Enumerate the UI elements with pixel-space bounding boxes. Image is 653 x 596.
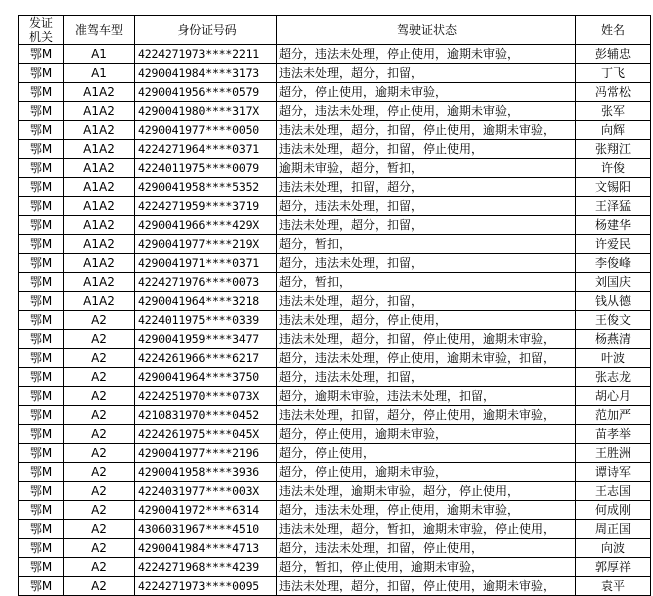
cell-name: 李俊峰: [576, 254, 651, 273]
cell-name: 向辉: [576, 121, 651, 140]
table-row: [19, 311, 651, 330]
cell-org: 鄂M: [19, 235, 64, 254]
header-status: 驾驶证状态: [277, 16, 576, 45]
table-row: [19, 330, 651, 349]
cell-id: 4290041966****429X: [135, 216, 277, 235]
cell-org: 鄂M: [19, 197, 64, 216]
table-row: [19, 387, 651, 406]
cell-type: A1A2: [64, 83, 135, 102]
table-row: [19, 292, 651, 311]
table-row: [19, 216, 651, 235]
cell-status: 超分，违法未处理，停止使用，逾期未审验，: [277, 501, 576, 520]
cell-name: 向波: [576, 539, 651, 558]
cell-id: 4224251970****073X: [135, 387, 277, 406]
cell-id: 4224271973****2211: [135, 45, 277, 64]
license-status-table: [18, 15, 651, 596]
table-row: [19, 463, 651, 482]
cell-name: 杨建华: [576, 216, 651, 235]
cell-org: 鄂M: [19, 140, 64, 159]
cell-status: 超分，违法未处理，扣留，: [277, 368, 576, 387]
cell-type: A2: [64, 482, 135, 501]
cell-type: A1A2: [64, 159, 135, 178]
cell-type: A2: [64, 311, 135, 330]
cell-name: 杨燕清: [576, 330, 651, 349]
cell-id: 4224271973****0095: [135, 577, 277, 596]
cell-status: 违法未处理，超分，扣留，停止使用，逾期未审验，: [277, 577, 576, 596]
cell-id: 4210831970****0452: [135, 406, 277, 425]
cell-status: 违法未处理，逾期未审验，超分，停止使用，: [277, 482, 576, 501]
cell-org: 鄂M: [19, 311, 64, 330]
cell-id: 4224271976****0073: [135, 273, 277, 292]
cell-type: A1A2: [64, 121, 135, 140]
table-row: [19, 520, 651, 539]
cell-name: 郭厚祥: [576, 558, 651, 577]
cell-status: 超分，暂扣，停止使用，逾期未审验，: [277, 558, 576, 577]
header-id: 身份证号码: [135, 16, 277, 45]
cell-id: 4224271959****3719: [135, 197, 277, 216]
cell-id: 4290041959****3477: [135, 330, 277, 349]
cell-id: 4290041956****0579: [135, 83, 277, 102]
table-row: [19, 254, 651, 273]
cell-name: 王俊文: [576, 311, 651, 330]
header-row: [19, 16, 651, 45]
cell-type: A2: [64, 577, 135, 596]
cell-id: 4290041977****0050: [135, 121, 277, 140]
cell-id: 4290041972****6314: [135, 501, 277, 520]
table-row: [19, 349, 651, 368]
table-row: [19, 140, 651, 159]
cell-status: 超分，暂扣，: [277, 273, 576, 292]
cell-org: 鄂M: [19, 520, 64, 539]
cell-name: 丁飞: [576, 64, 651, 83]
cell-name: 谭诗军: [576, 463, 651, 482]
cell-type: A2: [64, 330, 135, 349]
cell-type: A1A2: [64, 254, 135, 273]
cell-org: 鄂M: [19, 444, 64, 463]
cell-org: 鄂M: [19, 121, 64, 140]
cell-org: 鄂M: [19, 254, 64, 273]
cell-status: 违法未处理，超分，扣留，: [277, 216, 576, 235]
cell-status: 超分，违法未处理，扣留，停止使用，: [277, 539, 576, 558]
table-row: [19, 558, 651, 577]
header-org-label: 发证 机关: [28, 16, 53, 44]
cell-org: 鄂M: [19, 406, 64, 425]
cell-org: 鄂M: [19, 539, 64, 558]
cell-type: A2: [64, 425, 135, 444]
cell-status: 超分，违法未处理，停止使用，逾期未审验，扣留，: [277, 349, 576, 368]
cell-id: 4224031977****003X: [135, 482, 277, 501]
cell-type: A2: [64, 444, 135, 463]
table-row: [19, 368, 651, 387]
cell-name: 袁平: [576, 577, 651, 596]
cell-id: 4290041984****3173: [135, 64, 277, 83]
cell-id: 4290041964****3218: [135, 292, 277, 311]
cell-type: A1A2: [64, 140, 135, 159]
cell-name: 许俊: [576, 159, 651, 178]
cell-org: 鄂M: [19, 178, 64, 197]
cell-id: 4290041958****5352: [135, 178, 277, 197]
table-row: [19, 273, 651, 292]
cell-name: 文锡阳: [576, 178, 651, 197]
cell-id: 4306031967****4510: [135, 520, 277, 539]
cell-status: 超分，违法未处理，停止使用，逾期未审验，: [277, 45, 576, 64]
cell-id: 4224261966****6217: [135, 349, 277, 368]
cell-type: A1A2: [64, 273, 135, 292]
cell-org: 鄂M: [19, 64, 64, 83]
cell-status: 超分，违法未处理，停止使用，逾期未审验，: [277, 102, 576, 121]
table-row: [19, 444, 651, 463]
cell-name: 张翔江: [576, 140, 651, 159]
cell-status: 超分，停止使用，逾期未审验，: [277, 83, 576, 102]
cell-id: 4224011975****0079: [135, 159, 277, 178]
table-row: [19, 235, 651, 254]
cell-type: A1A2: [64, 235, 135, 254]
cell-name: 冯常松: [576, 83, 651, 102]
cell-org: 鄂M: [19, 463, 64, 482]
cell-name: 胡心月: [576, 387, 651, 406]
cell-status: 违法未处理，超分，暂扣，逾期未审验，停止使用，: [277, 520, 576, 539]
cell-status: 违法未处理，超分，扣留，: [277, 64, 576, 83]
cell-name: 许爱民: [576, 235, 651, 254]
cell-status: 超分，违法未处理，扣留，: [277, 197, 576, 216]
cell-type: A1: [64, 64, 135, 83]
cell-status: 超分，停止使用，逾期未审验，: [277, 425, 576, 444]
table-row: [19, 501, 651, 520]
cell-type: A2: [64, 558, 135, 577]
table-row: [19, 159, 651, 178]
cell-org: 鄂M: [19, 273, 64, 292]
cell-status: 超分，停止使用，逾期未审验，: [277, 463, 576, 482]
cell-name: 叶波: [576, 349, 651, 368]
header-name: 姓名: [576, 16, 651, 45]
cell-name: 范加严: [576, 406, 651, 425]
table-row: [19, 64, 651, 83]
header-type: 准驾车型: [64, 16, 135, 45]
cell-name: 何成刚: [576, 501, 651, 520]
cell-status: 违法未处理，扣留，超分，: [277, 178, 576, 197]
cell-id: 4224261975****045X: [135, 425, 277, 444]
cell-name: 张志龙: [576, 368, 651, 387]
cell-id: 4224271964****0371: [135, 140, 277, 159]
table-row: [19, 197, 651, 216]
table-row: [19, 121, 651, 140]
cell-status: 超分，暂扣，: [277, 235, 576, 254]
cell-org: 鄂M: [19, 368, 64, 387]
cell-org: 鄂M: [19, 292, 64, 311]
table-row: [19, 45, 651, 64]
cell-org: 鄂M: [19, 558, 64, 577]
table-row: [19, 83, 651, 102]
cell-org: 鄂M: [19, 102, 64, 121]
cell-type: A1: [64, 45, 135, 64]
table-row: [19, 482, 651, 501]
cell-type: A2: [64, 501, 135, 520]
table-row: [19, 539, 651, 558]
cell-type: A1A2: [64, 197, 135, 216]
table-row: [19, 425, 651, 444]
cell-id: 4290041964****3750: [135, 368, 277, 387]
cell-org: 鄂M: [19, 482, 64, 501]
cell-type: A1A2: [64, 178, 135, 197]
cell-name: 王胜洲: [576, 444, 651, 463]
cell-name: 张军: [576, 102, 651, 121]
cell-name: 王志国: [576, 482, 651, 501]
cell-org: 鄂M: [19, 159, 64, 178]
cell-type: A2: [64, 368, 135, 387]
cell-org: 鄂M: [19, 330, 64, 349]
cell-status: 违法未处理，超分，停止使用，: [277, 311, 576, 330]
cell-org: 鄂M: [19, 425, 64, 444]
cell-org: 鄂M: [19, 577, 64, 596]
cell-name: 彭辅忠: [576, 45, 651, 64]
cell-type: A2: [64, 463, 135, 482]
cell-type: A2: [64, 539, 135, 558]
cell-name: 钱从德: [576, 292, 651, 311]
cell-status: 违法未处理，超分，扣留，停止使用，: [277, 140, 576, 159]
cell-status: 违法未处理，超分，扣留，停止使用，逾期未审验，: [277, 330, 576, 349]
table-row: [19, 406, 651, 425]
table-row: [19, 178, 651, 197]
cell-type: A2: [64, 387, 135, 406]
cell-org: 鄂M: [19, 83, 64, 102]
cell-name: 周正国: [576, 520, 651, 539]
cell-org: 鄂M: [19, 349, 64, 368]
cell-status: 违法未处理，扣留，超分，停止使用，逾期未审验，: [277, 406, 576, 425]
cell-type: A2: [64, 406, 135, 425]
cell-org: 鄂M: [19, 216, 64, 235]
cell-status: 超分，逾期未审验，违法未处理，扣留，: [277, 387, 576, 406]
cell-status: 违法未处理，超分，扣留，停止使用，逾期未审验，: [277, 121, 576, 140]
cell-type: A1A2: [64, 292, 135, 311]
cell-org: 鄂M: [19, 387, 64, 406]
cell-type: A1A2: [64, 216, 135, 235]
cell-status: 超分，停止使用，: [277, 444, 576, 463]
cell-status: 违法未处理，超分，扣留，: [277, 292, 576, 311]
cell-id: 4290041984****4713: [135, 539, 277, 558]
cell-id: 4290041977****219X: [135, 235, 277, 254]
cell-name: 苗孝举: [576, 425, 651, 444]
header-org: [19, 16, 64, 45]
cell-name: 刘国庆: [576, 273, 651, 292]
cell-org: 鄂M: [19, 501, 64, 520]
cell-id: 4290041980****317X: [135, 102, 277, 121]
table-row: [19, 577, 651, 596]
cell-name: 王泽猛: [576, 197, 651, 216]
cell-id: 4224271968****4239: [135, 558, 277, 577]
cell-org: 鄂M: [19, 45, 64, 64]
cell-id: 4224011975****0339: [135, 311, 277, 330]
cell-type: A1A2: [64, 102, 135, 121]
cell-status: 逾期未审验，超分，暂扣，: [277, 159, 576, 178]
cell-type: A2: [64, 520, 135, 539]
cell-id: 4290041971****0371: [135, 254, 277, 273]
cell-id: 4290041977****2196: [135, 444, 277, 463]
cell-type: A2: [64, 349, 135, 368]
table-row: [19, 102, 651, 121]
cell-id: 4290041958****3936: [135, 463, 277, 482]
cell-status: 超分，违法未处理，扣留，: [277, 254, 576, 273]
